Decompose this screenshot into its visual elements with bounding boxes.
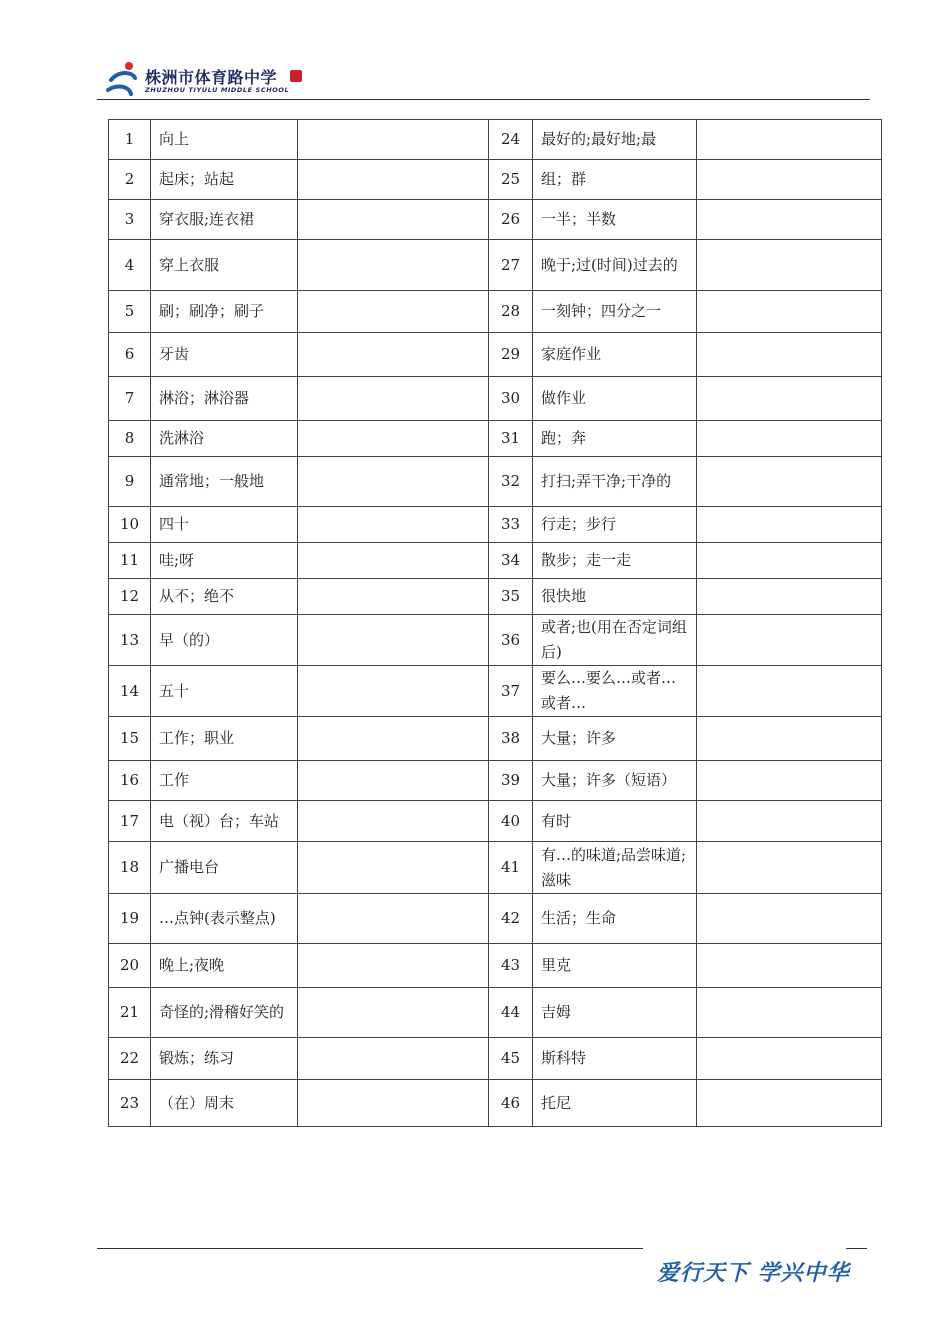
table-row	[109, 240, 882, 291]
left-meaning-cell: …点钟(表示整点)	[151, 894, 298, 944]
left-number-cell: 15	[109, 717, 151, 761]
right-number-cell: 37	[489, 666, 533, 717]
table-row	[109, 579, 882, 615]
right-number-cell: 42	[489, 894, 533, 944]
right-meaning-cell: 大量；许多	[533, 717, 697, 761]
left-answer-cell	[298, 333, 489, 377]
right-number-cell: 38	[489, 717, 533, 761]
right-answer-cell	[697, 615, 882, 666]
left-number-cell: 18	[109, 842, 151, 894]
right-answer-cell	[697, 842, 882, 894]
right-number-cell: 31	[489, 421, 533, 457]
left-meaning-cell: 洗淋浴	[151, 421, 298, 457]
left-answer-cell	[298, 543, 489, 579]
left-answer-cell	[298, 579, 489, 615]
right-meaning-cell: 斯科特	[533, 1038, 697, 1080]
right-answer-cell	[697, 507, 882, 543]
right-meaning-cell: 一半；半数	[533, 200, 697, 240]
left-number-cell: 20	[109, 944, 151, 988]
right-answer-cell	[697, 120, 882, 160]
left-meaning-cell: 向上	[151, 120, 298, 160]
right-answer-cell	[697, 160, 882, 200]
left-number-cell: 23	[109, 1080, 151, 1127]
table-row	[109, 333, 882, 377]
right-answer-cell	[697, 377, 882, 421]
left-answer-cell	[298, 457, 489, 507]
right-meaning-cell: 托尼	[533, 1080, 697, 1127]
right-answer-cell	[697, 543, 882, 579]
table-row	[109, 988, 882, 1038]
right-number-cell: 25	[489, 160, 533, 200]
left-number-cell: 11	[109, 543, 151, 579]
right-answer-cell	[697, 894, 882, 944]
left-meaning-cell: 晚上;夜晚	[151, 944, 298, 988]
left-meaning-cell: 穿衣服;连衣裙	[151, 200, 298, 240]
right-meaning-cell: 家庭作业	[533, 333, 697, 377]
right-meaning-cell: 组；群	[533, 160, 697, 200]
left-number-cell: 6	[109, 333, 151, 377]
right-meaning-cell: 最好的;最好地;最	[533, 120, 697, 160]
table-row	[109, 761, 882, 801]
right-meaning-cell: 打扫;弄干净;干净的	[533, 457, 697, 507]
left-number-cell: 19	[109, 894, 151, 944]
table-row	[109, 291, 882, 333]
school-name-en: ZHUZHOU TIYULU MIDDLE SCHOOL	[145, 86, 290, 94]
right-meaning-cell: 生活；生命	[533, 894, 697, 944]
left-meaning-cell: 哇;呀	[151, 543, 298, 579]
right-answer-cell	[697, 1038, 882, 1080]
right-number-cell: 28	[489, 291, 533, 333]
left-answer-cell	[298, 717, 489, 761]
right-answer-cell	[697, 801, 882, 842]
right-number-cell: 44	[489, 988, 533, 1038]
right-meaning-cell: 有时	[533, 801, 697, 842]
left-meaning-cell: 奇怪的;滑稽好笑的	[151, 988, 298, 1038]
right-answer-cell	[697, 291, 882, 333]
left-meaning-cell: 早（的）	[151, 615, 298, 666]
left-meaning-cell: 工作；职业	[151, 717, 298, 761]
left-answer-cell	[298, 507, 489, 543]
left-number-cell: 4	[109, 240, 151, 291]
right-meaning-cell: 一刻钟；四分之一	[533, 291, 697, 333]
right-meaning-cell: 跑；奔	[533, 421, 697, 457]
right-meaning-cell: 晚于;过(时间)过去的	[533, 240, 697, 291]
right-answer-cell	[697, 579, 882, 615]
table-row	[109, 377, 882, 421]
left-answer-cell	[298, 801, 489, 842]
footer-slogan: 爱行天下 学兴中华	[657, 1260, 850, 1286]
left-number-cell: 13	[109, 615, 151, 666]
vocabulary-table	[108, 119, 882, 1127]
table-row	[109, 666, 882, 717]
right-meaning-cell: 吉姆	[533, 988, 697, 1038]
left-number-cell: 12	[109, 579, 151, 615]
right-number-cell: 43	[489, 944, 533, 988]
left-answer-cell	[298, 421, 489, 457]
left-number-cell: 10	[109, 507, 151, 543]
right-meaning-cell: 要么…要么…或者…或者…	[533, 666, 697, 717]
right-meaning-cell: 里克	[533, 944, 697, 988]
left-answer-cell	[298, 761, 489, 801]
right-answer-cell	[697, 421, 882, 457]
table-row	[109, 543, 882, 579]
left-answer-cell	[298, 291, 489, 333]
right-answer-cell	[697, 333, 882, 377]
table-row	[109, 894, 882, 944]
left-answer-cell	[298, 1080, 489, 1127]
right-meaning-cell: 大量；许多（短语）	[533, 761, 697, 801]
left-number-cell: 2	[109, 160, 151, 200]
right-answer-cell	[697, 240, 882, 291]
table-row	[109, 1080, 882, 1127]
right-number-cell: 29	[489, 333, 533, 377]
left-meaning-cell: 起床；站起	[151, 160, 298, 200]
left-number-cell: 8	[109, 421, 151, 457]
school-seal-icon	[290, 70, 302, 82]
right-number-cell: 33	[489, 507, 533, 543]
table-row	[109, 717, 882, 761]
table-row	[109, 200, 882, 240]
left-answer-cell	[298, 240, 489, 291]
school-logo-icon	[105, 60, 139, 98]
left-number-cell: 7	[109, 377, 151, 421]
left-number-cell: 9	[109, 457, 151, 507]
table-row	[109, 842, 882, 894]
left-number-cell: 14	[109, 666, 151, 717]
table-row	[109, 120, 882, 160]
right-meaning-cell: 或者;也(用在否定词组后)	[533, 615, 697, 666]
left-number-cell: 22	[109, 1038, 151, 1080]
left-meaning-cell: 刷；刷净；刷子	[151, 291, 298, 333]
right-answer-cell	[697, 666, 882, 717]
table-row	[109, 1038, 882, 1080]
table-row	[109, 507, 882, 543]
right-number-cell: 27	[489, 240, 533, 291]
footer-divider-right	[846, 1248, 867, 1249]
left-meaning-cell: 从不；绝不	[151, 579, 298, 615]
right-number-cell: 36	[489, 615, 533, 666]
left-number-cell: 1	[109, 120, 151, 160]
right-number-cell: 34	[489, 543, 533, 579]
right-number-cell: 35	[489, 579, 533, 615]
left-number-cell: 16	[109, 761, 151, 801]
right-number-cell: 40	[489, 801, 533, 842]
right-number-cell: 39	[489, 761, 533, 801]
school-name-cn: 株洲市体育路中学	[145, 68, 278, 87]
header-divider	[97, 99, 870, 100]
left-number-cell: 3	[109, 200, 151, 240]
left-answer-cell	[298, 160, 489, 200]
left-meaning-cell: 工作	[151, 761, 298, 801]
right-answer-cell	[697, 457, 882, 507]
left-answer-cell	[298, 615, 489, 666]
left-number-cell: 17	[109, 801, 151, 842]
left-meaning-cell: 通常地；一般地	[151, 457, 298, 507]
left-number-cell: 21	[109, 988, 151, 1038]
left-number-cell: 5	[109, 291, 151, 333]
right-meaning-cell: 有…的味道;品尝味道;滋味	[533, 842, 697, 894]
left-meaning-cell: 广播电台	[151, 842, 298, 894]
left-answer-cell	[298, 666, 489, 717]
right-answer-cell	[697, 988, 882, 1038]
left-meaning-cell: 淋浴；淋浴器	[151, 377, 298, 421]
right-number-cell: 45	[489, 1038, 533, 1080]
left-meaning-cell: 电（视）台；车站	[151, 801, 298, 842]
left-answer-cell	[298, 377, 489, 421]
left-answer-cell	[298, 944, 489, 988]
left-answer-cell	[298, 988, 489, 1038]
right-meaning-cell: 很快地	[533, 579, 697, 615]
right-number-cell: 30	[489, 377, 533, 421]
page-header	[105, 56, 870, 100]
right-number-cell: 32	[489, 457, 533, 507]
left-answer-cell	[298, 894, 489, 944]
right-answer-cell	[697, 717, 882, 761]
right-number-cell: 26	[489, 200, 533, 240]
left-answer-cell	[298, 842, 489, 894]
table-row	[109, 457, 882, 507]
right-number-cell: 24	[489, 120, 533, 160]
left-meaning-cell: 四十	[151, 507, 298, 543]
left-answer-cell	[298, 120, 489, 160]
right-number-cell: 46	[489, 1080, 533, 1127]
right-answer-cell	[697, 200, 882, 240]
right-answer-cell	[697, 944, 882, 988]
left-meaning-cell: 穿上衣服	[151, 240, 298, 291]
right-answer-cell	[697, 761, 882, 801]
left-answer-cell	[298, 200, 489, 240]
table-row	[109, 801, 882, 842]
right-meaning-cell: 散步；走一走	[533, 543, 697, 579]
right-meaning-cell: 做作业	[533, 377, 697, 421]
table-row	[109, 615, 882, 666]
right-number-cell: 41	[489, 842, 533, 894]
left-meaning-cell: （在）周末	[151, 1080, 298, 1127]
right-answer-cell	[697, 1080, 882, 1127]
table-row	[109, 160, 882, 200]
left-meaning-cell: 锻炼；练习	[151, 1038, 298, 1080]
table-row	[109, 421, 882, 457]
right-meaning-cell: 行走；步行	[533, 507, 697, 543]
left-answer-cell	[298, 1038, 489, 1080]
left-meaning-cell: 五十	[151, 666, 298, 717]
footer-divider-left	[97, 1248, 643, 1249]
left-meaning-cell: 牙齿	[151, 333, 298, 377]
table-row	[109, 944, 882, 988]
